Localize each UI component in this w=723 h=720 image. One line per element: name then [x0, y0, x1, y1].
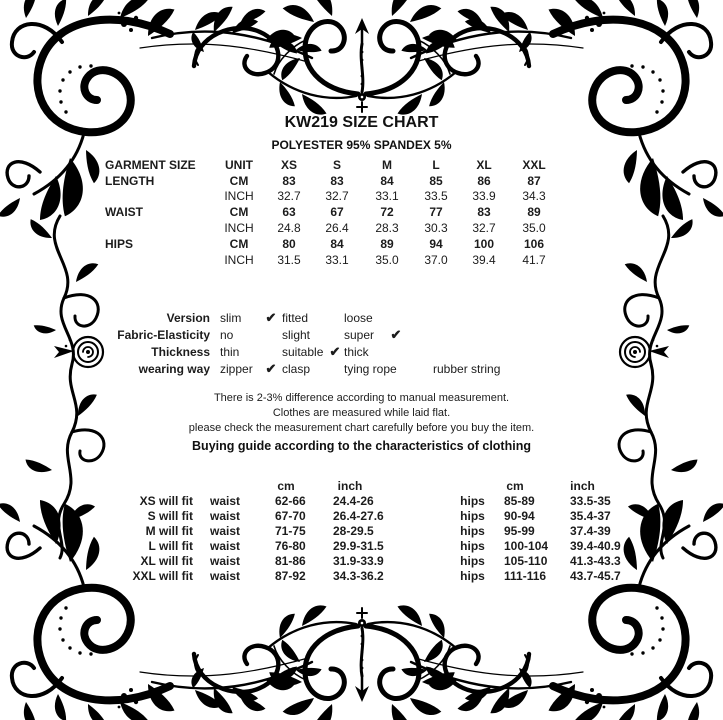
attr-option: clasp [282, 361, 311, 376]
value-cell: 32.7 [277, 189, 301, 204]
value-cell: 83 [477, 205, 491, 220]
table-row-hips-inch [105, 252, 560, 268]
waist-inch-range: 26.4-27.6 [333, 508, 384, 523]
unit-header: UNIT [225, 157, 253, 172]
value-cell: 63 [282, 205, 296, 220]
waist-cm-range: 87-92 [275, 568, 306, 583]
value-cell: 89 [527, 205, 541, 220]
size-table-header-row [105, 157, 560, 173]
attr-label: wearing way [138, 361, 210, 376]
value-cell: 32.7 [472, 221, 496, 236]
page-title: KW219 SIZE CHART [284, 114, 439, 131]
size-header-xxl: XXL [522, 157, 546, 172]
unit-cell: CM [229, 205, 249, 220]
buying-guide-heading: Buying guide according to the characteristics of clothing [192, 439, 531, 454]
value-cell: 32.7 [325, 189, 349, 204]
value-cell: 84 [380, 173, 394, 188]
waist-inch-range: 34.3-36.2 [333, 568, 384, 583]
hips-cm-range: 105-110 [504, 553, 548, 568]
value-cell: 41.7 [522, 252, 546, 267]
waist-inch-range: 31.9-33.9 [333, 553, 384, 568]
waist-label: waist [209, 508, 240, 523]
waist-label: waist [209, 553, 240, 568]
attr-row-thickness [105, 343, 500, 360]
row-label: WAIST [105, 205, 143, 220]
attr-option: slight [282, 327, 311, 342]
value-cell: 89 [380, 236, 394, 251]
fit-size-label: M will fit [145, 523, 193, 538]
hips-cm-range: 111-116 [504, 568, 547, 583]
hips-cm-range: 90-94 [504, 508, 535, 523]
fit-row-m [105, 523, 625, 538]
check-icon: ✔ [390, 326, 402, 342]
value-cell: 72 [380, 205, 394, 220]
hips-inch-range: 41.3-43.3 [570, 553, 621, 568]
value-cell: 106 [523, 236, 545, 251]
value-cell: 86 [477, 173, 491, 188]
value-cell: 87 [527, 173, 541, 188]
unit-cell: CM [229, 173, 249, 188]
page-subtitle: POLYESTER 95% SPANDEX 5% [271, 138, 452, 152]
unit-cell: INCH [224, 252, 254, 267]
attr-option: super [344, 327, 375, 342]
attr-row-version [105, 309, 500, 326]
waist-label: waist [209, 493, 240, 508]
value-cell: 35.0 [522, 221, 546, 236]
table-row-hips-cm [105, 236, 560, 252]
hips-cm-range: 100-104 [504, 538, 549, 553]
fit-row-s [105, 508, 625, 523]
waist-cm-range: 67-70 [275, 508, 306, 523]
size-header-s: S [332, 157, 341, 172]
value-cell: 33.1 [375, 189, 399, 204]
attr-label: Thickness [151, 344, 210, 359]
measurement-notes [30, 391, 693, 455]
hips-inch-range: 43.7-45.7 [570, 568, 621, 583]
fit-size-label: S will fit [147, 508, 193, 523]
waist-cm-range: 71-75 [275, 523, 306, 538]
check-icon: ✔ [265, 309, 277, 325]
fit-row-xs [105, 493, 625, 508]
attr-option: suitable [282, 344, 324, 359]
fit-row-xl [105, 553, 625, 568]
waist-cm-range: 76-80 [275, 538, 306, 553]
attr-option: zipper [220, 361, 253, 376]
value-cell: 77 [429, 205, 443, 220]
fit-size-label: XL will fit [140, 553, 193, 568]
fit-row-l [105, 538, 625, 553]
attr-option: thin [220, 344, 240, 359]
size-table [105, 157, 560, 268]
size-header-m: M [382, 157, 392, 172]
value-cell: 30.3 [424, 221, 448, 236]
attr-option: tying rope [344, 361, 397, 376]
waist-label: waist [209, 568, 240, 583]
note-line-2: Clothes are measured while laid flat. [272, 406, 451, 419]
unit-cell: INCH [224, 221, 254, 236]
attr-option: rubber string [433, 361, 501, 376]
inch-header-left: inch [337, 478, 363, 493]
hips-cm-range: 85-89 [504, 493, 535, 508]
attr-row-wearing-way [105, 360, 500, 377]
note-line-3: please check the measurement chart carefully before you buy the item. [188, 421, 535, 434]
value-cell: 31.5 [277, 252, 301, 267]
attr-label: Version [166, 310, 210, 325]
attr-label: Fabric-Elasticity [117, 327, 210, 342]
garment-size-header: GARMENT SIZE [105, 157, 196, 172]
row-label: HIPS [105, 236, 134, 251]
hips-label: hips [460, 508, 485, 523]
fit-header-row [105, 478, 625, 493]
size-header-xl: XL [476, 157, 492, 172]
value-cell: 26.4 [325, 221, 349, 236]
cm-header-left: cm [277, 478, 295, 493]
hips-cm-range: 95-99 [504, 523, 535, 538]
value-cell: 83 [282, 173, 296, 188]
hips-inch-range: 33.5-35 [570, 493, 611, 508]
cm-header-right: cm [506, 478, 524, 493]
waist-cm-range: 62-66 [275, 493, 306, 508]
attributes-table [105, 309, 500, 377]
value-cell: 80 [282, 236, 296, 251]
table-row-waist-inch [105, 220, 560, 236]
attr-option: fitted [282, 310, 309, 325]
fit-row-xxl [105, 568, 625, 583]
waist-label: waist [209, 523, 240, 538]
check-icon: ✔ [329, 343, 341, 359]
waist-cm-range: 81-86 [275, 553, 306, 568]
value-cell: 33.9 [472, 189, 496, 204]
value-cell: 34.3 [522, 189, 546, 204]
fit-size-label: XXL will fit [132, 568, 193, 583]
size-header-xs: XS [280, 157, 297, 172]
value-cell: 24.8 [277, 221, 301, 236]
table-row-waist-cm [105, 204, 560, 220]
value-cell: 33.1 [325, 252, 349, 267]
value-cell: 84 [330, 236, 344, 251]
value-cell: 85 [429, 173, 443, 188]
table-row-length-cm [105, 173, 560, 189]
value-cell: 37.0 [424, 252, 448, 267]
value-cell: 39.4 [472, 252, 496, 267]
fit-guide-table [105, 478, 625, 583]
value-cell: 35.0 [375, 252, 399, 267]
size-header-l: L [432, 157, 440, 172]
value-cell: 33.5 [424, 189, 448, 204]
hips-label: hips [460, 568, 485, 583]
inch-header-right: inch [570, 478, 595, 493]
hips-label: hips [460, 553, 485, 568]
value-cell: 83 [330, 173, 344, 188]
hips-inch-range: 35.4-37 [570, 508, 611, 523]
attr-row-elasticity [105, 326, 500, 343]
waist-label: waist [209, 538, 240, 553]
attr-option: thick [344, 344, 369, 359]
hips-label: hips [460, 523, 485, 538]
value-cell: 100 [473, 236, 495, 251]
waist-inch-range: 29.9-31.5 [333, 538, 384, 553]
note-line-1: There is 2-3% difference according to manual measurement. [213, 392, 510, 404]
unit-cell: CM [229, 236, 249, 251]
waist-inch-range: 24.4-26 [333, 493, 374, 508]
table-row-length-inch [105, 189, 560, 205]
value-cell: 94 [429, 236, 443, 251]
value-cell: 67 [330, 205, 344, 220]
attr-option: no [220, 327, 234, 342]
value-cell: 28.3 [375, 221, 399, 236]
unit-cell: INCH [224, 189, 254, 204]
hips-label: hips [460, 493, 485, 508]
waist-inch-range: 28-29.5 [333, 523, 374, 538]
attr-option: slim [220, 310, 242, 325]
hips-inch-range: 37.4-39 [570, 523, 611, 538]
fit-size-label: L will fit [148, 538, 193, 553]
hips-label: hips [460, 538, 485, 553]
attr-option: loose [344, 310, 373, 325]
check-icon: ✔ [265, 360, 277, 376]
row-label: LENGTH [105, 173, 155, 188]
fit-size-label: XS will fit [139, 493, 193, 508]
hips-inch-range: 39.4-40.9 [570, 538, 621, 553]
